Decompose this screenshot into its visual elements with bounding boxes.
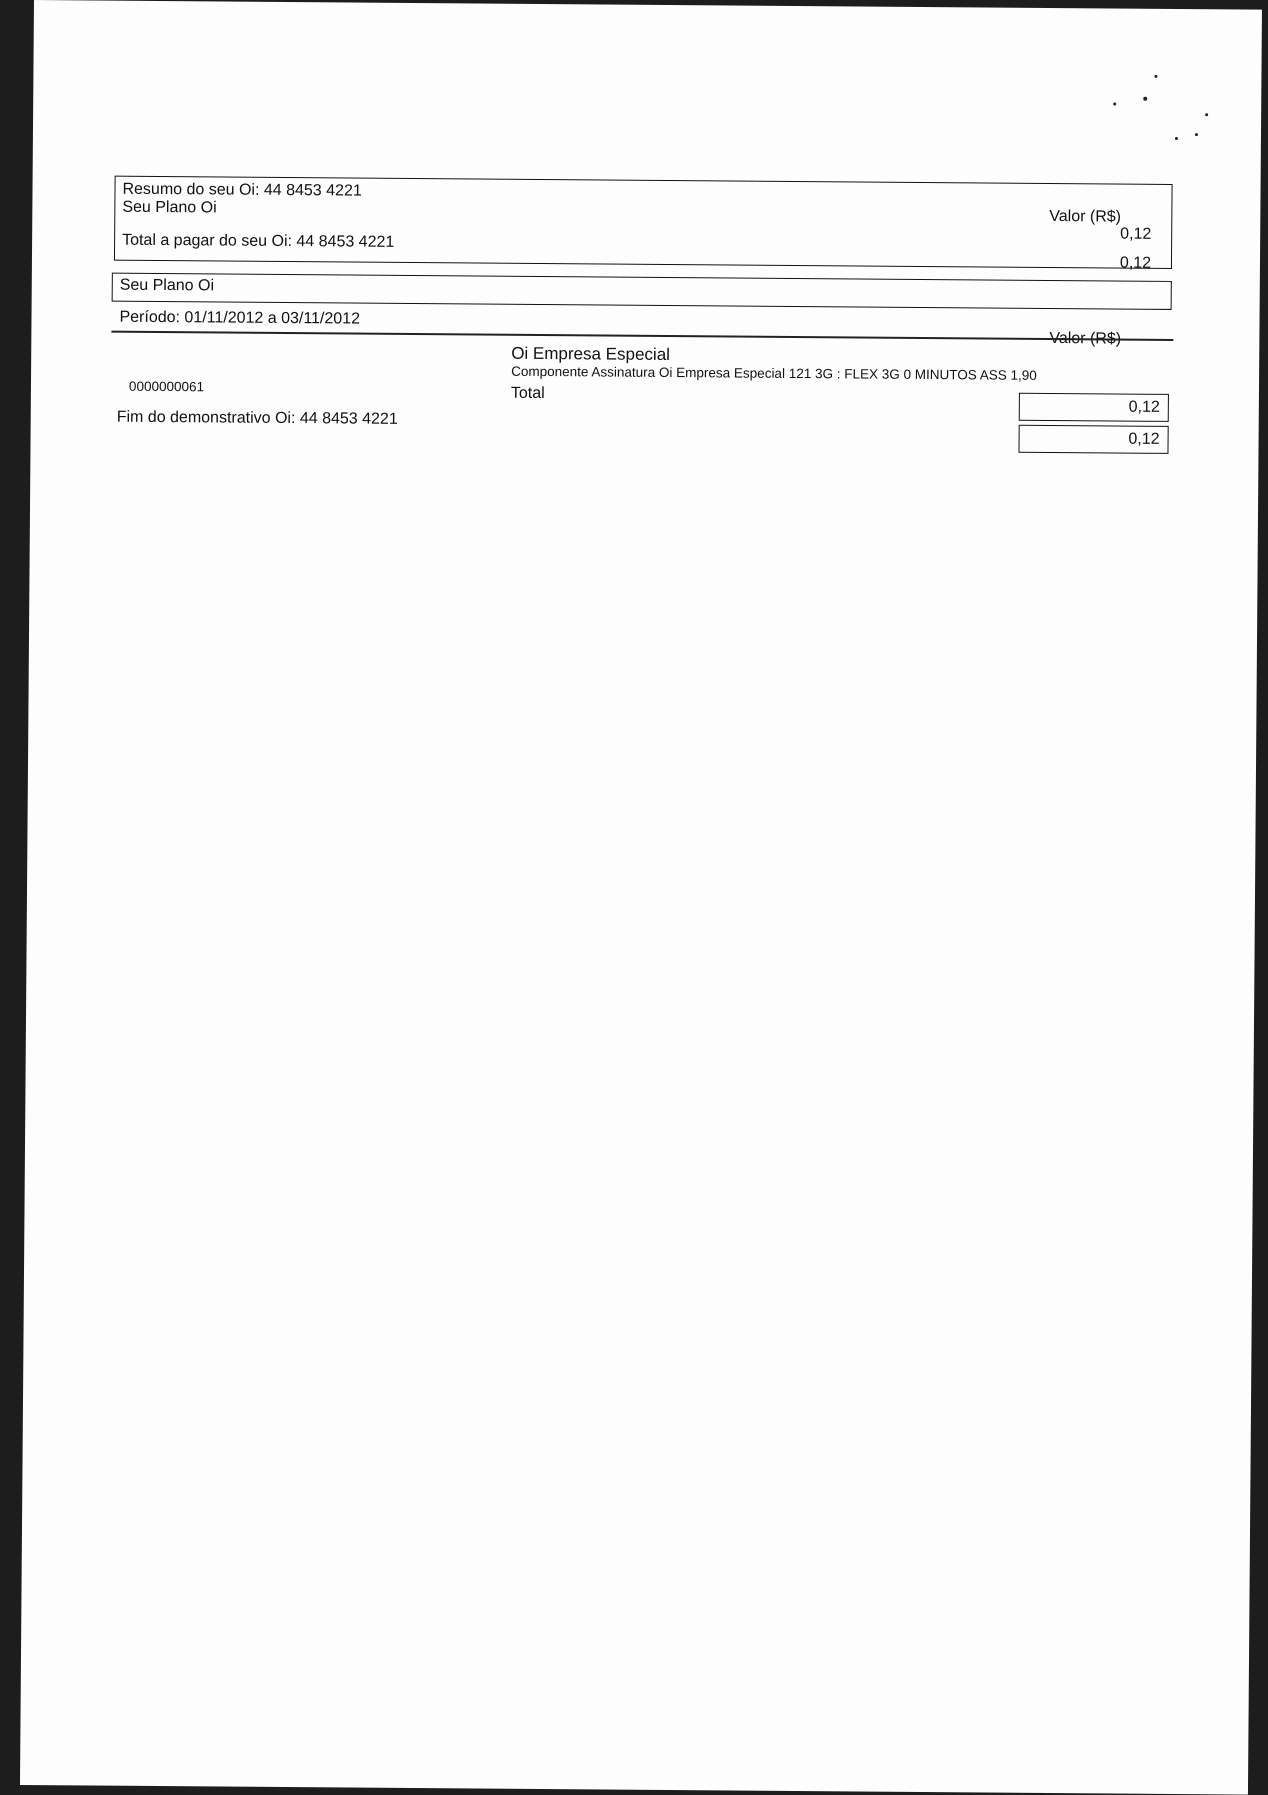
summary-title: Resumo do seu Oi: 44 8453 4221 xyxy=(122,180,362,200)
detail-code: 0000000061 xyxy=(128,378,205,395)
summary-plan-label: Seu Plano Oi xyxy=(122,198,217,217)
end-of-statement: Fim do demonstrativo Oi: 44 8453 4221 xyxy=(116,408,398,428)
summary-total-label: Total a pagar do seu Oi: 44 8453 4221 xyxy=(122,231,395,251)
total-value-box: 0,12 xyxy=(1018,425,1168,454)
plan-section-title: Seu Plano Oi xyxy=(119,276,215,295)
plan-name: Oi Empresa Especial xyxy=(511,343,671,365)
item-value-box: 0,12 xyxy=(1019,393,1169,422)
component-line: Componente Assinatura Oi Empresa Especial 121 3G : FLEX 3G 0 MINUTOS ASS 1,90 xyxy=(511,363,1037,383)
summary-plan-value: 0,12 xyxy=(1120,225,1152,243)
period-label: Período: 01/11/2012 a 03/11/2012 xyxy=(119,308,361,328)
section-divider xyxy=(111,331,1173,341)
bill-page xyxy=(20,0,1262,1795)
scan-specks xyxy=(34,0,1262,10)
summary-valor-header: Valor (R$) xyxy=(1049,207,1122,226)
summary-total-value: 0,12 xyxy=(1119,254,1152,272)
total-label: Total xyxy=(510,384,545,403)
plan-section-valor-header: Valor (R$) xyxy=(1049,329,1122,348)
plan-section-box xyxy=(112,273,1172,310)
